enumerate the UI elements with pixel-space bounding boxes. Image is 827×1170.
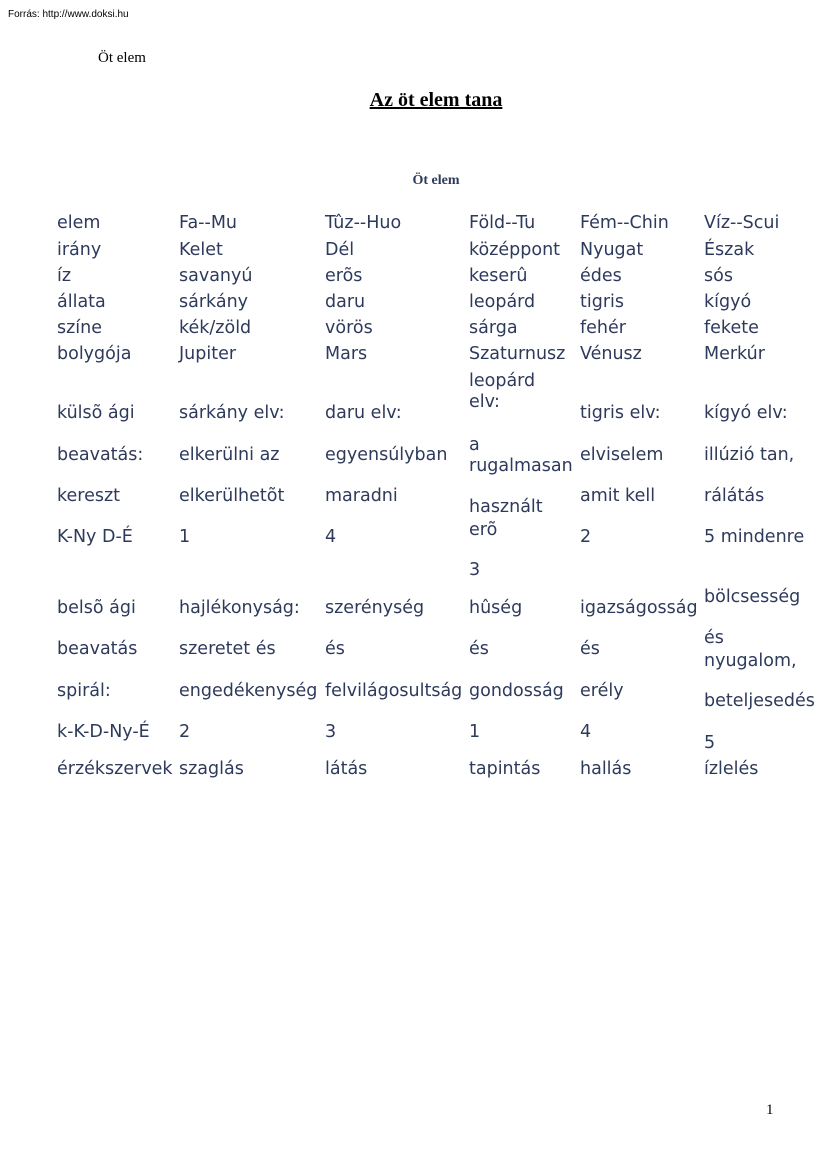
outer-path-cell: rálátás bbox=[704, 486, 765, 506]
inner-path-cell: bölcsesség bbox=[704, 587, 801, 607]
table-cell: Merkúr bbox=[704, 344, 765, 364]
outer-path-cell: 2 bbox=[580, 527, 592, 547]
table-cell: tapintás bbox=[469, 759, 541, 779]
table-cell: Jupiter bbox=[179, 344, 237, 364]
table-cell: erõs bbox=[325, 266, 363, 286]
table-cell: fehér bbox=[580, 318, 626, 338]
outer-path-label: kereszt bbox=[57, 486, 121, 506]
table-cell: leopárd bbox=[469, 292, 536, 312]
inner-path-cell: igazságosság bbox=[580, 598, 698, 618]
page-title: Az öt elem tana bbox=[369, 89, 503, 111]
table-header-cell: Tûz--Huo bbox=[325, 213, 402, 233]
table-cell: érzékszervek bbox=[57, 759, 173, 779]
inner-path-label: belsõ ági bbox=[57, 598, 136, 618]
inner-path-label: beavatás bbox=[57, 639, 138, 659]
table-cell: Kelet bbox=[179, 240, 223, 260]
source-note: Forrás: http://www.doksi.hu bbox=[8, 9, 129, 20]
table-cell: középpont bbox=[469, 240, 561, 260]
outer-path-cell: egyensúlyban bbox=[325, 445, 448, 465]
outer-path-cell: 3 bbox=[469, 560, 481, 580]
table-cell: Dél bbox=[325, 240, 355, 260]
table-cell: ízlelés bbox=[704, 759, 759, 779]
inner-path-cell: erély bbox=[580, 681, 624, 701]
table-cell: Nyugat bbox=[580, 240, 644, 260]
outer-path-cell: elkerülhetõt bbox=[179, 486, 285, 506]
table-header-cell: Fa--Mu bbox=[179, 213, 238, 233]
inner-path-cell: hûség bbox=[469, 598, 523, 618]
table-cell: íz bbox=[57, 266, 72, 286]
outer-path-cell: amit kell bbox=[580, 486, 656, 506]
table-cell: hallás bbox=[580, 759, 632, 779]
inner-path-cell: hajlékonyság: bbox=[179, 598, 300, 618]
table-header-cell: Víz--Scui bbox=[704, 213, 780, 233]
outer-path-cell: kígyó elv: bbox=[704, 403, 788, 423]
inner-path-cell: felvilágosultság bbox=[325, 681, 463, 701]
outer-path-cell: leopárd bbox=[469, 371, 536, 391]
table-cell: kígyó bbox=[704, 292, 752, 312]
inner-path-cell: nyugalom, bbox=[704, 651, 797, 671]
outer-path-label: külsõ ági bbox=[57, 403, 135, 423]
inner-path-cell: 4 bbox=[580, 722, 592, 742]
outer-path-cell: daru elv: bbox=[325, 403, 402, 423]
inner-path-cell: 2 bbox=[179, 722, 191, 742]
table-cell: fekete bbox=[704, 318, 759, 338]
table-cell: sárkány bbox=[179, 292, 249, 312]
inner-path-cell: 1 bbox=[469, 722, 481, 742]
inner-path-cell: és bbox=[469, 639, 489, 659]
inner-path-cell: és bbox=[704, 628, 724, 648]
outer-path-cell: 5 mindenre bbox=[704, 527, 805, 547]
table-cell: szaglás bbox=[179, 759, 244, 779]
inner-path-cell: gondosság bbox=[469, 681, 564, 701]
outer-path-cell: elviselem bbox=[580, 445, 664, 465]
table-header-cell: Fém--Chin bbox=[580, 213, 669, 233]
table-header-cell: elem bbox=[57, 213, 101, 233]
outer-path-cell: 1 bbox=[179, 527, 191, 547]
inner-path-cell: szerénység bbox=[325, 598, 425, 618]
inner-path-label: spirál: bbox=[57, 681, 111, 701]
page-number: 1 bbox=[766, 1102, 774, 1118]
table-cell: Vénusz bbox=[580, 344, 642, 364]
subtitle: Öt elem bbox=[412, 173, 460, 188]
table-cell: Mars bbox=[325, 344, 368, 364]
table-cell: irány bbox=[57, 240, 102, 260]
inner-path-cell: szeretet és bbox=[179, 639, 276, 659]
table-cell: keserû bbox=[469, 266, 528, 286]
inner-path-cell: engedékenység bbox=[179, 681, 318, 701]
table-cell: színe bbox=[57, 318, 103, 338]
outer-path-cell: maradni bbox=[325, 486, 398, 506]
inner-path-cell: és bbox=[580, 639, 600, 659]
table-cell: savanyú bbox=[179, 266, 253, 286]
outer-path-label: K-Ny D-É bbox=[57, 527, 133, 547]
outer-path-cell: 4 bbox=[325, 527, 337, 547]
running-header: Öt elem bbox=[98, 50, 146, 66]
outer-path-cell: erõ bbox=[469, 520, 498, 540]
inner-path-cell: 3 bbox=[325, 722, 337, 742]
outer-path-cell: elkerülni az bbox=[179, 445, 280, 465]
table-cell: bolygója bbox=[57, 344, 132, 364]
table-cell: kék/zöld bbox=[179, 318, 252, 338]
outer-path-cell: tigris elv: bbox=[580, 403, 661, 423]
outer-path-cell: a bbox=[469, 435, 480, 455]
table-cell: sós bbox=[704, 266, 733, 286]
table-cell: sárga bbox=[469, 318, 518, 338]
table-header-cell: Föld--Tu bbox=[469, 213, 536, 233]
table-cell: vörös bbox=[325, 318, 373, 338]
inner-path-cell: 5 bbox=[704, 733, 716, 753]
table-cell: látás bbox=[325, 759, 368, 779]
inner-path-label: k-K-D-Ny-É bbox=[57, 722, 150, 742]
inner-path-cell: beteljesedés bbox=[704, 691, 815, 711]
outer-path-label: beavatás: bbox=[57, 445, 144, 465]
outer-path-cell: használt bbox=[469, 497, 543, 517]
inner-path-cell: és bbox=[325, 639, 345, 659]
table-cell: Észak bbox=[704, 240, 755, 260]
outer-path-cell: sárkány elv: bbox=[179, 403, 285, 423]
table-cell: édes bbox=[580, 266, 622, 286]
table-cell: állata bbox=[57, 292, 106, 312]
outer-path-cell: rugalmasan bbox=[469, 456, 573, 476]
outer-path-cell: elv: bbox=[469, 392, 500, 412]
table-cell: tigris bbox=[580, 292, 625, 312]
outer-path-cell: illúzió tan, bbox=[704, 445, 795, 465]
table-cell: daru bbox=[325, 292, 366, 312]
table-cell: Szaturnusz bbox=[469, 344, 566, 364]
